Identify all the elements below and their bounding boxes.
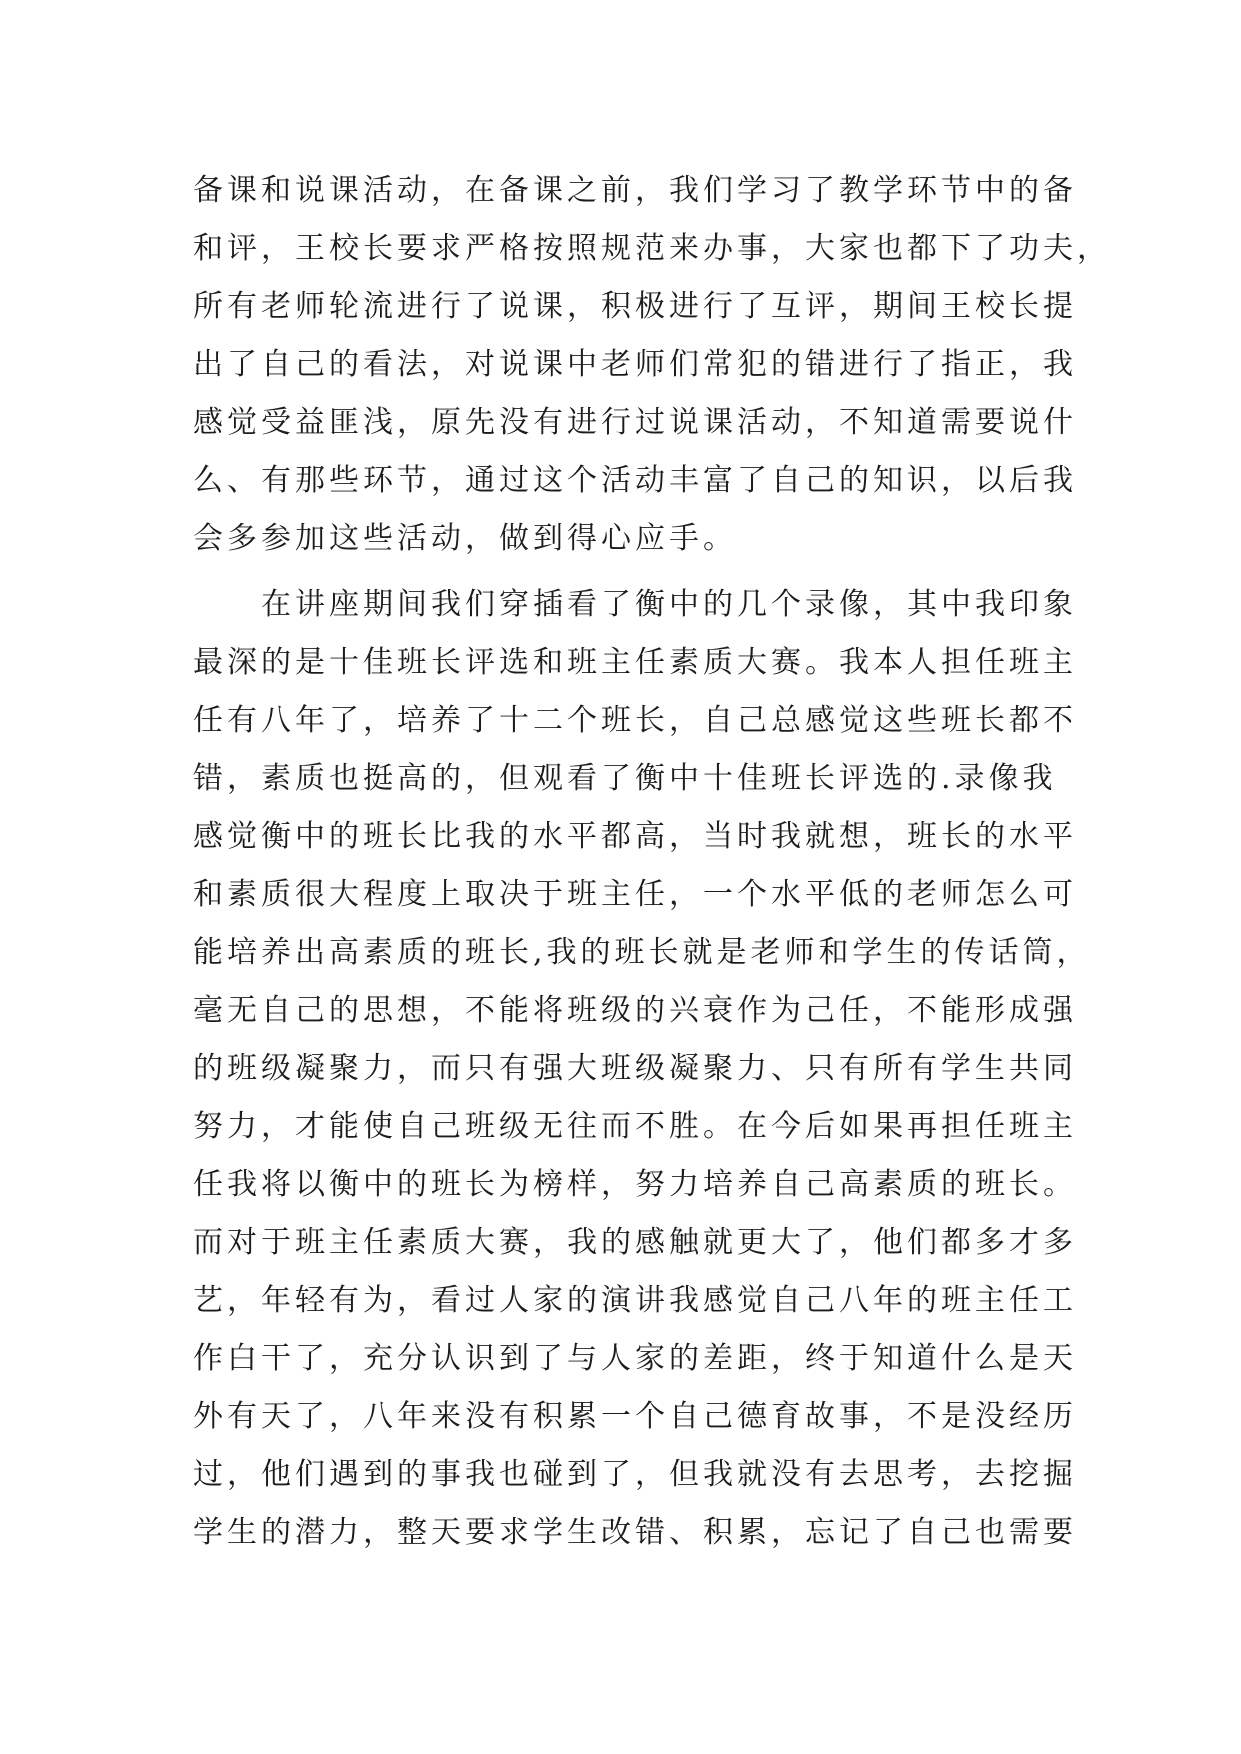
text-line: 和素质很大程度上取决于班主任，一个水平低的老师怎么可	[193, 877, 1077, 912]
text-line: 艺，年轻有为，看过人家的演讲我感觉自己八年的班主任工	[193, 1283, 1077, 1318]
document-body	[193, 162, 1111, 1562]
text-line: 错，素质也挺高的，但观看了衡中十佳班长评选的.录像我	[193, 761, 1057, 796]
text-line: 的班级凝聚力，而只有强大班级凝聚力、只有所有学生共同	[193, 1051, 1077, 1086]
paragraph-2	[193, 576, 1091, 1562]
text-line: 感觉衡中的班长比我的水平都高，当时我就想，班长的水平	[193, 819, 1077, 854]
text-line: 备课和说课活动，在备课之前，我们学习了教学环节中的备	[193, 173, 1077, 208]
text-line: 努力，才能使自己班级无往而不胜。在今后如果再担任班主	[193, 1109, 1077, 1144]
text-line: 在讲座期间我们穿插看了衡中的几个录像，其中我印象	[193, 587, 1077, 622]
text-line: 过，他们遇到的事我也碰到了，但我就没有去思考，去挖掘	[193, 1457, 1077, 1492]
text-line: 能培养出高素质的班长,我的班长就是老师和学生的传话筒，	[193, 935, 1091, 970]
text-line: 和评，王校长要求严格按照规范来办事，大家也都下了功夫，	[193, 231, 1111, 266]
paragraph-1	[193, 162, 1111, 568]
text-line: 而对于班主任素质大赛，我的感触就更大了，他们都多才多	[193, 1225, 1077, 1260]
text-line: 外有天了，八年来没有积累一个自己德育故事，不是没经历	[193, 1399, 1077, 1434]
text-line: 最深的是十佳班长评选和班主任素质大赛。我本人担任班主	[193, 645, 1077, 680]
text-line: 么、有那些环节，通过这个活动丰富了自己的知识，以后我	[193, 463, 1077, 498]
text-line: 任我将以衡中的班长为榜样，努力培养自己高素质的班长。	[193, 1167, 1077, 1202]
text-line: 毫无自己的思想，不能将班级的兴衰作为己任，不能形成强	[193, 993, 1077, 1028]
paragraph-spacer	[193, 568, 1073, 576]
text-line: 出了自己的看法，对说课中老师们常犯的错进行了指正，我	[193, 347, 1077, 382]
text-line: 所有老师轮流进行了说课，积极进行了互评，期间王校长提	[193, 289, 1077, 324]
text-line: 感觉受益匪浅，原先没有进行过说课活动，不知道需要说什	[193, 405, 1077, 440]
text-line: 学生的潜力，整天要求学生改错、积累，忘记了自己也需要	[193, 1515, 1077, 1550]
text-line: 任有八年了，培养了十二个班长，自己总感觉这些班长都不	[193, 703, 1077, 738]
text-line: 作白干了，充分认识到了与人家的差距，终于知道什么是天	[193, 1341, 1077, 1376]
text-line: 会多参加这些活动，做到得心应手。	[193, 521, 737, 556]
